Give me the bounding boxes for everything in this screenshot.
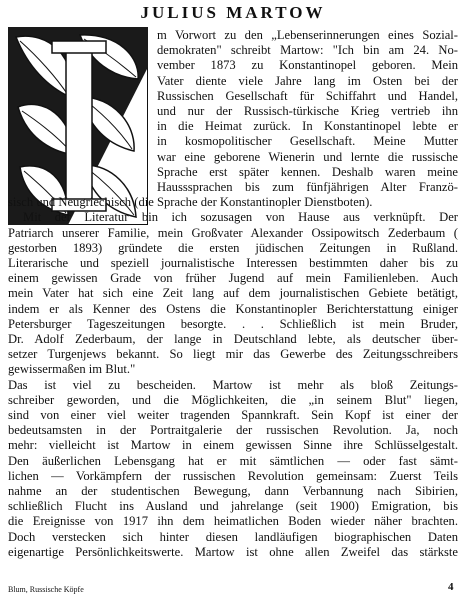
text-line: Sprache erst später kennen. Deshalb waren meine (157, 164, 458, 179)
page-number: 4 (448, 581, 454, 593)
text-line: war eine geborene Wienerin und lernte die russische (157, 149, 458, 164)
text-line: nahme an der studentischen Bewegung, dann Verbannung nach Sibirien, (8, 484, 458, 498)
text-line: in die Heimat zurück. In Konstantinopel lebte er (157, 119, 458, 134)
text-line: Dr. Adolf Zederbaum, der lange in Deutschland lebte, als deutscher über- (8, 332, 458, 346)
text-line: schließlich Flucht ins Ausland und jahrelange (seit 1900) Emigration, bis (8, 499, 458, 514)
footer-source: Blum, Russische Köpfe (8, 585, 84, 594)
text-line: in kosmopolitischer Gesellschaft. Meine Mutter (157, 134, 458, 149)
text-line: Vater diente viele Jahre lang im Osten bei der (157, 73, 458, 88)
text-line: gestorben 1893) gründete die ersten jüdischen Zeitungen in Rußland. (8, 240, 458, 255)
text-line: sisch und Neugriechisch (die Sprache der Konstantinopler Dienstboten). (8, 195, 373, 210)
text-line: gewissermaßen im Blut." (8, 362, 136, 377)
text-line: sind von einer viel weiter tragenden Spannkraft. Sein Kopf ist einer der (8, 408, 458, 422)
text-line: Patriarch unserer Familie, mein Großvater Alexander Ossipowitsch Zederbaum ( (8, 225, 458, 240)
text-line: m Vorwort zu den „Lebenserinnerungen eines Sozial- (157, 28, 458, 42)
text-line: setzer Turgenjews bekannt. So liegt mir das Gewerbe des Zeitungsschreibers (8, 347, 458, 362)
text-line: Doch verstecken sich hinter diesen landläufigen biographischen Daten (8, 529, 458, 544)
text-line: schreiber geworden, und die Möglichkeiten, die „in seinem Blut" liegen, (8, 392, 458, 407)
page-title: JULIUS MARTOW (140, 3, 326, 22)
text-line: Hausssprachen bis zum fünfjährigen Alter Franzö- (157, 180, 458, 194)
text-line: mein Vater hat sich eine Zeit lang auf dem journalistischen Gebiete betätigt, (8, 286, 458, 301)
text-line: demokraten" schreibt Martow: "Ich bin am 24. No- (157, 43, 458, 58)
text-line: Den äußerlichen Lebensgang hat er mit sämtlichen — oder fast sämt- (8, 453, 458, 468)
text-line: bedeutsamsten in der Portraitgalerie der russischen Revolution. Ja, noch (8, 423, 458, 438)
text-line: lichen — Vorkämpfern der russischen Revolution gemeinsam: Zuerst Teils (8, 468, 458, 483)
text-line: mehr: vielleicht ist Martow in einem gewissen Sinne ihre Schlüsselgestalt. (8, 438, 458, 453)
text-line: Russischen Gesellschaft für Schiffahrt und Handel, (157, 88, 458, 103)
text-line: die Ereignisse von 1917 ihn dem heimatlichen Boden wieder näher brachten. (8, 514, 458, 529)
text-line: Literarische und speziell journalistische Interessen bestimmten daher bis zu (8, 256, 458, 270)
text-line: vember 1873 zu Konstantinopel geboren. Mein (157, 58, 458, 73)
text-line: indem er als Kenner des Ostens die Konstantinopler Berichterstattung einiger (8, 301, 458, 316)
text-line: Das ist viel zu bescheiden. Martow ist mehr als bloß Zeitungs- (8, 377, 458, 392)
text-line: Mit der Literatur bin ich sozusagen von Hause aus verknüpft. Der (23, 210, 458, 225)
text-line: eigenartige Persönlichkeitswerte. Martow ist ohne allen Zweifel das stärkste (8, 544, 458, 559)
text-line: Petersburger Tageszeitungen besorgte. . . Schließlich ist mein Bruder, (8, 316, 458, 331)
text-line: und nur der Russisch-türkische Krieg vertrieb ihn (157, 104, 458, 118)
text-line: einem gewissen Grade von früher Jugend auf mein Familienleben. Auch (8, 271, 458, 286)
